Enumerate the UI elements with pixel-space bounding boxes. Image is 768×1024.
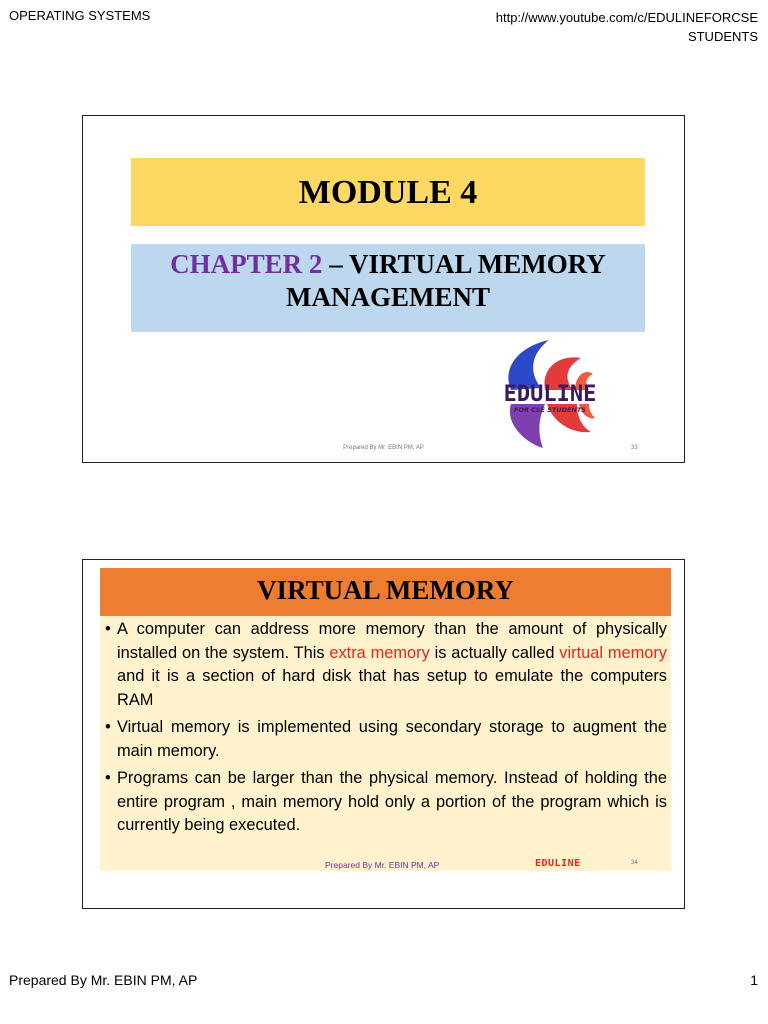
document-footer-author: Prepared By Mr. EBIN PM, AP [9, 972, 198, 988]
highlight-virtual-memory: virtual memory [559, 643, 668, 662]
slide1-page-number: 33 [631, 445, 638, 451]
chapter-number: CHAPTER 2 [170, 249, 323, 279]
document-header-url[interactable] [496, 8, 758, 46]
highlight-extra-memory: extra memory [329, 643, 430, 662]
slide1-footer: Prepared By Mr. EBIN PM, AP [343, 445, 424, 451]
bullet-1-part1: A computer can address more memory than the amount of physically installed on the system. This [117, 620, 667, 662]
header-url-line1: http://www.youtube.com/c/EDULINEFORCSE [495, 10, 758, 25]
slide-virtual-memory [82, 559, 685, 909]
bullet-list [105, 618, 667, 842]
slide2-brand: EDULINE [535, 858, 581, 869]
bullet-1-part3: and it is a section of hard disk that has setup to emulate the computers RAM [117, 667, 667, 709]
virtual-memory-title: VIRTUAL MEMORY [257, 575, 514, 605]
header-url-line2: STUDENTS [687, 29, 758, 44]
document-header-title: OPERATING SYSTEMS [9, 8, 151, 23]
bullet-1-part2: is actually called [429, 643, 560, 662]
chapter-name-line2: MANAGEMENT [286, 282, 490, 312]
virtual-memory-content [100, 616, 671, 871]
eduline-logo-icon [471, 338, 617, 450]
module-title: MODULE 4 [298, 174, 478, 211]
virtual-memory-banner [100, 568, 671, 616]
bullet-item-2: • Virtual memory is implemented using secondary storage to augment the main memory. [105, 716, 667, 763]
slide-module-4 [82, 115, 685, 463]
bullet-item-1 [105, 618, 667, 712]
logo-text: EDULINE [503, 382, 597, 407]
chapter-name: – VIRTUAL MEMORY [322, 249, 606, 279]
slide2-page-number: 34 [631, 860, 638, 866]
slide2-footer: Prepared By Mr. EBIN PM, AP [325, 860, 440, 870]
module-banner [131, 158, 645, 226]
chapter-title [131, 248, 645, 314]
chapter-banner [131, 244, 645, 332]
bullet-item-3: • Programs can be larger than the physical memory. Instead of holding the entire program , main memory hold only a portion of the program which is currently being executed. [105, 767, 667, 838]
document-page-number: 1 [750, 972, 758, 988]
logo-subtext: FOR CSE STUDENTS [514, 406, 586, 414]
